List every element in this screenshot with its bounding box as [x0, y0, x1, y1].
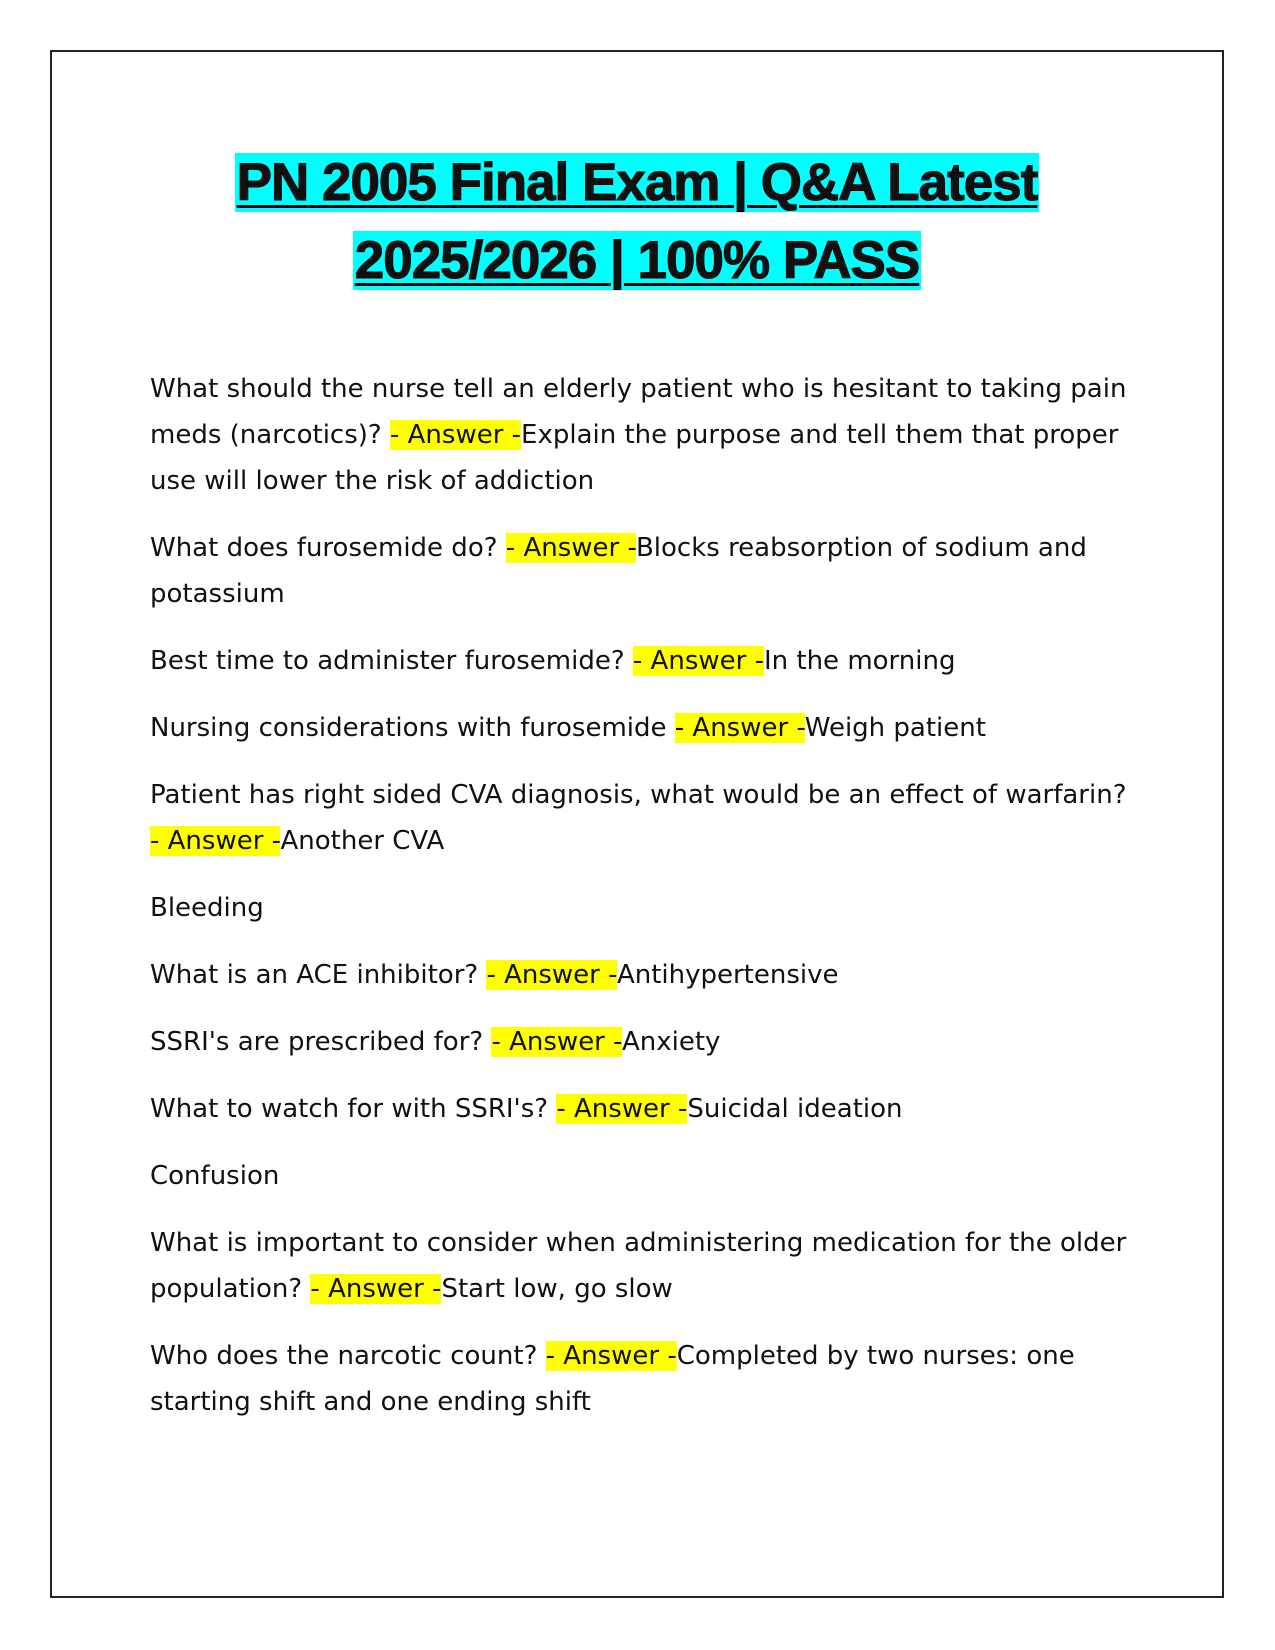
- qa-item: [150, 705, 1140, 751]
- answer-text: Antihypertensive: [616, 960, 839, 990]
- title-line-1: [50, 144, 1224, 222]
- question-text: Nursing considerations with furosemide: [150, 713, 675, 743]
- qa-item: [150, 1220, 1140, 1312]
- answer-marker: - Answer -: [632, 646, 764, 676]
- answer-marker: - Answer -: [505, 533, 636, 563]
- answer-marker: - Answer -: [150, 826, 281, 856]
- question-text: Patient has right sided CVA diagnosis, what would be an effect of warfarin?: [150, 780, 1127, 810]
- answer-marker: - Answer -: [486, 960, 617, 990]
- qa-item: [150, 1019, 1140, 1065]
- document-title: [50, 144, 1224, 300]
- continuation-text: Confusion: [150, 1161, 280, 1191]
- question-text: Best time to administer furosemide?: [150, 646, 633, 676]
- question-text: What does furosemide do?: [150, 533, 506, 563]
- answer-text: Start low, go slow: [441, 1274, 673, 1304]
- answer-text: Suicidal ideation: [687, 1094, 903, 1124]
- answer-marker: - Answer -: [389, 420, 522, 450]
- continuation-text: Bleeding: [150, 893, 264, 923]
- qa-item: [150, 525, 1140, 617]
- answer-marker: - Answer -: [556, 1094, 688, 1124]
- qa-item: [150, 772, 1140, 864]
- question-text: SSRI's are prescribed for?: [150, 1027, 492, 1057]
- question-text: Who does the narcotic count?: [150, 1341, 546, 1371]
- question-text: What is an ACE inhibitor?: [150, 960, 487, 990]
- answer-marker: - Answer -: [545, 1341, 677, 1371]
- answer-text: Completed by two nurses: one starting shift and one ending shift: [150, 1341, 1075, 1417]
- question-text: What to watch for with SSRI's?: [150, 1094, 557, 1124]
- answer-text: Weigh patient: [804, 713, 986, 743]
- answer-text: In the morning: [763, 646, 956, 676]
- answer-marker: - Answer -: [310, 1274, 442, 1304]
- qa-item: [150, 1333, 1140, 1425]
- qa-item: [150, 952, 1140, 998]
- question-text: What is important to consider when administering medication for the older population?: [150, 1228, 1127, 1304]
- title-line-2: [50, 222, 1224, 300]
- title-text-1: PN 2005 Final Exam | Q&A Latest: [236, 153, 1038, 212]
- title-text-2: 2025/2026 | 100% PASS: [354, 231, 920, 290]
- answer-marker: - Answer -: [491, 1027, 622, 1057]
- question-text: What should the nurse tell an elderly patient who is hesitant to taking pain meds (narcotics)?: [150, 374, 1127, 450]
- answer-text: Anxiety: [621, 1027, 721, 1057]
- qa-list: [150, 366, 1140, 1446]
- answer-marker: - Answer -: [674, 713, 805, 743]
- qa-item: [150, 366, 1140, 504]
- answer-text: Another CVA: [280, 826, 445, 856]
- answer-text: Blocks reabsorption of sodium and potassium: [150, 533, 1087, 609]
- qa-item: [150, 1086, 1140, 1132]
- answer-text: Explain the purpose and tell them that proper use will lower the risk of addiction: [150, 420, 1119, 496]
- qa-item: [150, 638, 1140, 684]
